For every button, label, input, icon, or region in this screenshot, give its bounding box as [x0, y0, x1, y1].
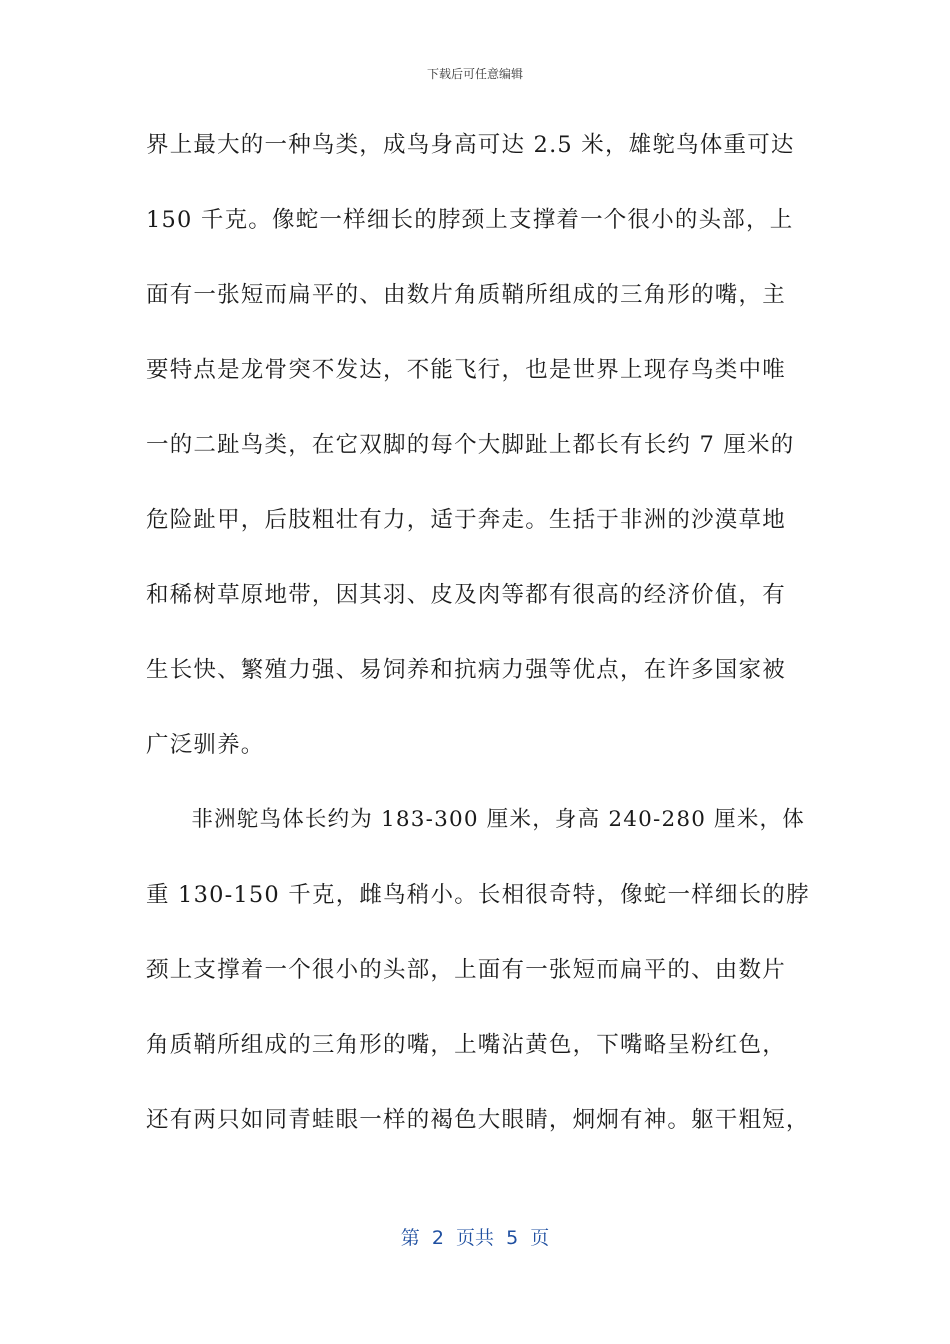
text-line: 角质鞘所组成的三角形的嘴，上嘴沾黄色，下嘴略呈粉红色， — [146, 1032, 786, 1058]
text-line: 广泛驯养。 — [146, 732, 265, 758]
text-line: 生长快、繁殖力强、易饲养和抗病力强等优点，在许多国家被 — [146, 657, 786, 683]
text-line: 界上最大的一种鸟类，成鸟身高可达 2.5 米，雄鸵鸟体重可达 — [146, 132, 795, 158]
text-line: 非洲鸵鸟体长约为 183-300 厘米，身高 240-280 厘米，体 — [146, 807, 805, 832]
text-line: 还有两只如同青蛙眼一样的褐色大眼睛，炯炯有神。躯干粗短， — [146, 1107, 810, 1133]
text-line: 颈上支撑着一个很小的头部，上面有一张短而扁平的、由数片 — [146, 957, 786, 983]
page-header-note: 下载后可任意编辑 — [426, 67, 523, 81]
text-line: 150 千克。像蛇一样细长的脖颈上支撑着一个很小的头部，上 — [146, 207, 794, 233]
text-line: 和稀树草原地带，因其羽、皮及肉等都有很高的经济价值，有 — [146, 582, 786, 608]
text-line: 危险趾甲，后肢粗壮有力，适于奔走。生括于非洲的沙漠草地 — [146, 507, 786, 533]
page-number-footer: 第 2 页共 5 页 — [400, 1227, 550, 1249]
text-line: 一的二趾鸟类，在它双脚的每个大脚趾上都长有长约 7 厘米的 — [146, 432, 795, 458]
document-body — [146, 114, 810, 1164]
text-line: 要特点是龙骨突不发达，不能飞行，也是世界上现存鸟类中唯 — [146, 357, 786, 383]
text-line: 面有一张短而扁平的、由数片角质鞘所组成的三角形的嘴，主 — [146, 282, 786, 308]
text-line: 重 130-150 千克，雌鸟稍小。长相很奇特，像蛇一样细长的脖 — [146, 882, 810, 908]
